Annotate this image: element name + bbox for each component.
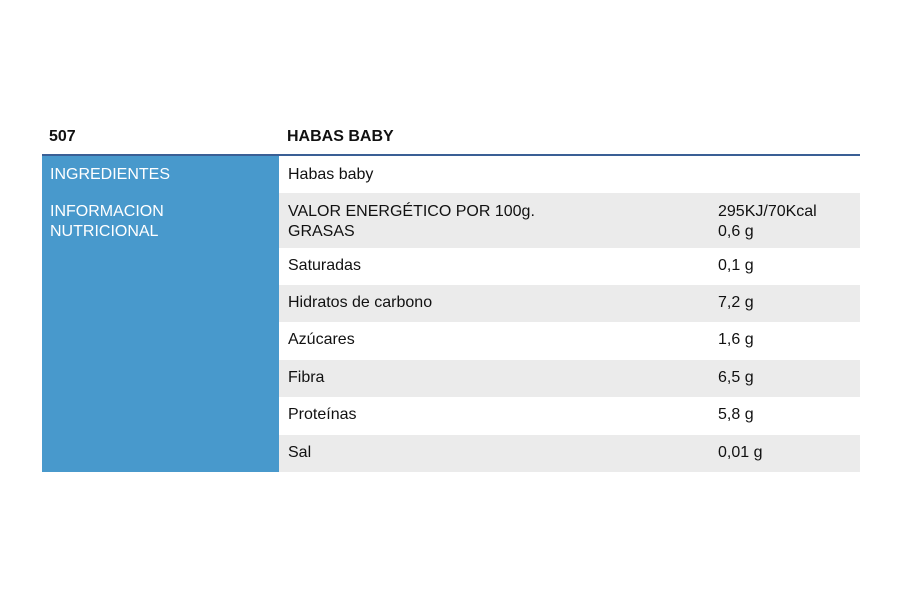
product-code: 507 bbox=[49, 128, 76, 145]
nutrition-label: INFORMACION NUTRICIONAL bbox=[50, 203, 164, 240]
nutrition-row bbox=[279, 248, 860, 285]
nutrient-value: 5,8 g bbox=[718, 406, 754, 423]
nutrient-value: 6,5 g bbox=[718, 369, 754, 386]
nutrient-name: Fibra bbox=[288, 369, 325, 386]
nutrient-value: 7,2 g bbox=[718, 294, 754, 311]
nutrient-name: VALOR ENERGÉTICO POR 100g. GRASAS bbox=[288, 203, 535, 240]
nutrient-value: 0,1 g bbox=[718, 257, 754, 274]
nutrient-value: 0,01 g bbox=[718, 444, 763, 461]
nutrition-row bbox=[279, 360, 860, 397]
ingredients-row bbox=[279, 156, 860, 193]
nutrient-name: Hidratos de carbono bbox=[288, 294, 433, 311]
nutrient-name: Azúcares bbox=[288, 331, 355, 348]
nutrient-name: Proteínas bbox=[288, 406, 357, 423]
nutrition-row bbox=[279, 285, 860, 322]
ingredients-label: INGREDIENTES bbox=[50, 166, 171, 183]
nutrition-row bbox=[279, 322, 860, 360]
nutrient-value: 295KJ/70Kcal 0,6 g bbox=[718, 203, 817, 240]
nutrient-value: 1,6 g bbox=[718, 331, 754, 348]
label-column bbox=[42, 156, 279, 472]
nutrition-row bbox=[279, 397, 860, 435]
product-header bbox=[42, 120, 860, 156]
nutrient-name: Sal bbox=[288, 444, 312, 461]
nutrient-name: Saturadas bbox=[288, 257, 361, 274]
nutrition-row bbox=[279, 193, 860, 248]
product-name: HABAS BABY bbox=[287, 128, 394, 145]
ingredients-value: Habas baby bbox=[288, 166, 374, 183]
nutrition-row bbox=[279, 435, 860, 472]
